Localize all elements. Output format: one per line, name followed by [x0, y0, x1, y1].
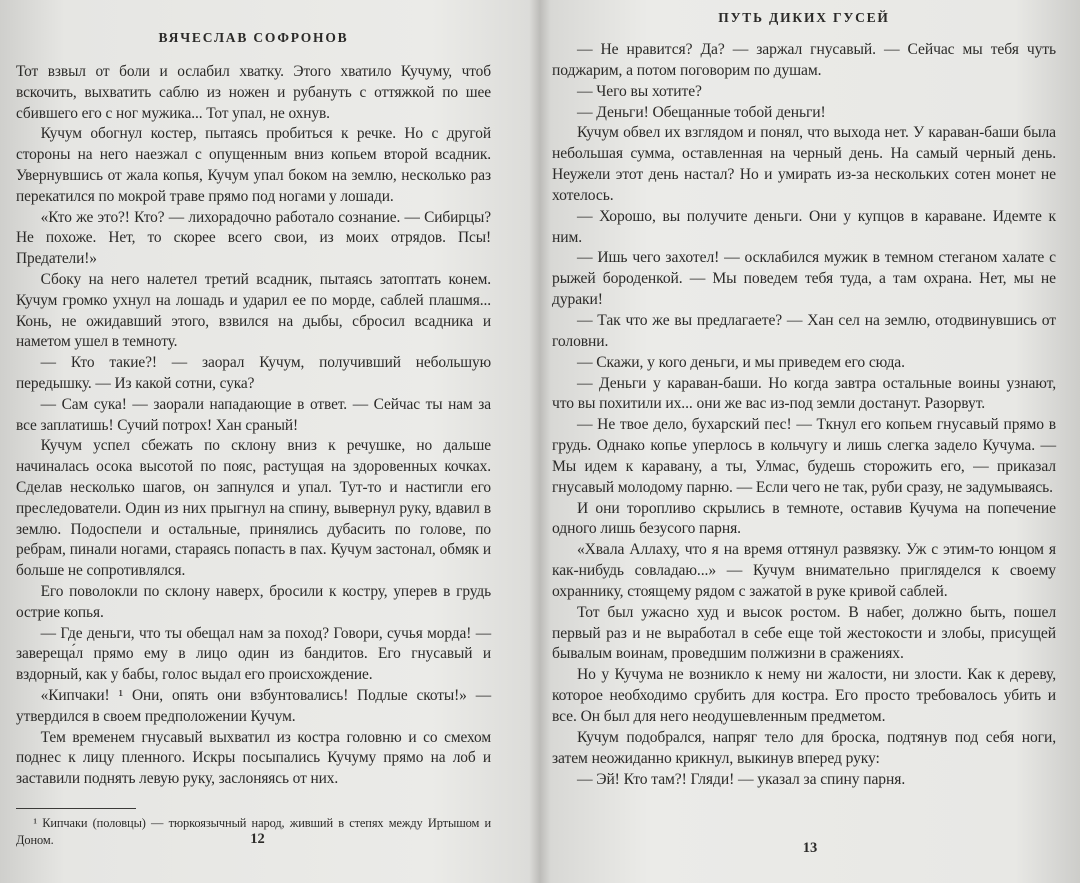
footnote-rule — [16, 808, 136, 809]
footnote: ¹ Кипчаки (половцы) — тюркоязычный народ, живший в степях между Иртышом и Доном. — [16, 815, 491, 847]
paragraph: Его поволокли по склону наверх, бросили к костру, уперев в грудь острие копья. — [16, 582, 491, 621]
paragraph: Кучум обвел их взглядом и понял, что выхода нет. У караван-баши была небольшая сумма, оставленная на черный день. На самый черный день. Неужели этот день настал? Но и умирать из-за нескольких сотен монет не хотелось. — [552, 124, 1056, 204]
paragraph: — Деньги! Обещанные тобой деньги! — [576, 103, 826, 121]
paragraph: — Ишь чего захотел! — осклабился мужик в темном стеганом халате с рыжей бороденкой. — Мы поведем тебя туда, а там охрана. Нет, мы не дураки! — [552, 249, 1056, 309]
paragraph: «Хвала Аллаху, что я на время оттянул развязку. Уж с этим-то юнцом я как-нибудь совладаю...» — Кучум внимательно пригляделся к своему охраннику, стоящему рядом с зажатой в руке кривой саблей. — [552, 541, 1056, 600]
paragraph: И они торопливо скрылись в темноте, оставив Кучума на попечение одного лишь безусого парня. — [552, 499, 1056, 538]
paragraph: — Скажи, у кого деньги, и мы приведем его сюда. — [576, 353, 905, 371]
left-page — [0, 0, 515, 883]
paragraph: «Кто же это?! Кто? — лихорадочно работало сознание. — Сибирцы? Не похоже. Нет, то скорее всего свои, из моих отрядов. Псы! Предатели!» — [16, 208, 491, 268]
paragraph: Тем временем гнусавый выхватил из костра головню и со смехом поднес к лицу пленного. Искры посыпались Кучуму прямо на лоб и заставили поднять левую руку, заслоняясь от них. — [16, 728, 491, 788]
paragraph: — Не твое дело, бухарский пес! — Ткнул его копьем гнусавый прямо в грудь. Однако копье уперлось в кольчугу и лишь слегка задело Кучума. — Мы идем к каравану, а ты, Улмас, будешь сторожить его, — приказал гнусавый молодому парню. — Если чего не так, руби сразу, не задумываясь. — [552, 416, 1056, 496]
paragraph: — Так что же вы предлагаете? — Хан сел на землю, отодвинувшись от головни. — [552, 311, 1056, 350]
paragraph: Но у Кучума не возникло к нему ни жалости, ни злости. Как к дереву, которое необходимо срубить для костра. Его просто требовалось убить и все. Он был для него неодушевленным предметом. — [552, 666, 1056, 725]
paragraph: Тот был ужасно худ и высок ростом. В набег, должно быть, пошел первый раз и не выработал в себе еще той жестокости и злобы, присущей бывалым воинам, проведшим полжизни в сражениях. — [552, 603, 1056, 663]
paragraph: Кучум успел сбежать по склону вниз к речушке, но дальше начиналась осока высотой по пояс, растущая на здоровенных кочках. Сделав несколько шагов, он запнулся и упал. Тут-то и настигли его преследователи. Один из них прыгнул на спину, вывернул руку, вдавил в землю. Подоспели и остальные, принялись дубасить по голове, по ребрам, пинали ногами, стараясь попасть в пах. Кучум застонал, обмяк и больше не сопротивлялся. — [16, 437, 491, 580]
paragraph: — Где деньги, что ты обещал нам за поход? Говори, сучья морда! — завереща́л прямо ему в лицо один из бандитов. Его гнусавый и вздорный, как у бабы, голос выдал его происхождение. — [16, 624, 491, 684]
paragraph: — Деньги у караван-баши. Но когда завтра остальные воины узнают, что вы похитили их... они же вас из-под земли достанут. Разорвут. — [552, 374, 1056, 413]
paragraph: «Кипчаки! ¹ Они, опять они взбунтовались! Подлые скоты!» — утвердился в своем предположении Кучум. — [16, 686, 491, 725]
running-head-author: ВЯЧЕСЛАВ СОФРОНОВ — [158, 30, 349, 45]
paragraph: — Чего вы хотите? — [576, 82, 702, 100]
right-page-text — [552, 40, 1056, 790]
left-page-text — [16, 62, 491, 790]
paragraph: Тот взвыл от боли и ослабил хватку. Этого хватило Кучуму, чтоб вскочить, выхватить саблю из ножен и рубануть с оттяжкой по шее сбившего его с ног мужика... Тот упал, не охнув. — [16, 63, 491, 122]
paragraph: — Хорошо, вы получите деньги. Они у купцов в караване. Идемте к ним. — [552, 207, 1056, 246]
page-number-left: 12 — [250, 831, 265, 847]
right-page — [540, 0, 1080, 883]
paragraph: — Не нравится? Да? — заржал гнусавый. — Сейчас мы тебя чуть поджарим, а потом поговорим по душам. — [552, 41, 1056, 79]
page-number-right: 13 — [802, 840, 818, 856]
running-head-title: ПУТЬ ДИКИХ ГУСЕЙ — [718, 10, 890, 25]
paragraph: Сбоку на него налетел третий всадник, пытаясь затоптать конем. Кучум громко ухнул на лошадь и ударил ее по морде, саблей плашмя... Конь, не ожидавший этого, взвился на дыбы, сбросил всадника и наметом ушел в темноту. — [16, 270, 491, 351]
paragraph: — Сам сука! — заорали нападающие в ответ. — Сейчас ты нам за все заплатишь! Сучий потрох! Хан сраный! — [16, 395, 491, 434]
paragraph: Кучум обогнул костер, пытаясь пробиться к речке. Но с другой стороны на него наезжал с опущенным вниз копьем второй всадник. Увернувшись от жала копья, Кучум упал боком на землю, несколько раз перекатился по мокрой траве прямо под ногами у лошади. — [16, 125, 491, 205]
paragraph: — Кто такие?! — заорал Кучум, получивший небольшую передышку. — Из какой сотни, сука? — [16, 354, 491, 392]
paragraph: — Эй! Кто там?! Гляди! — указал за спину парня. — [576, 770, 906, 788]
paragraph: Кучум подобрался, напряг тело для броска, подтянув под себя ноги, затем неожиданно крикнул, выкинув вперед руку: — [552, 728, 1056, 767]
